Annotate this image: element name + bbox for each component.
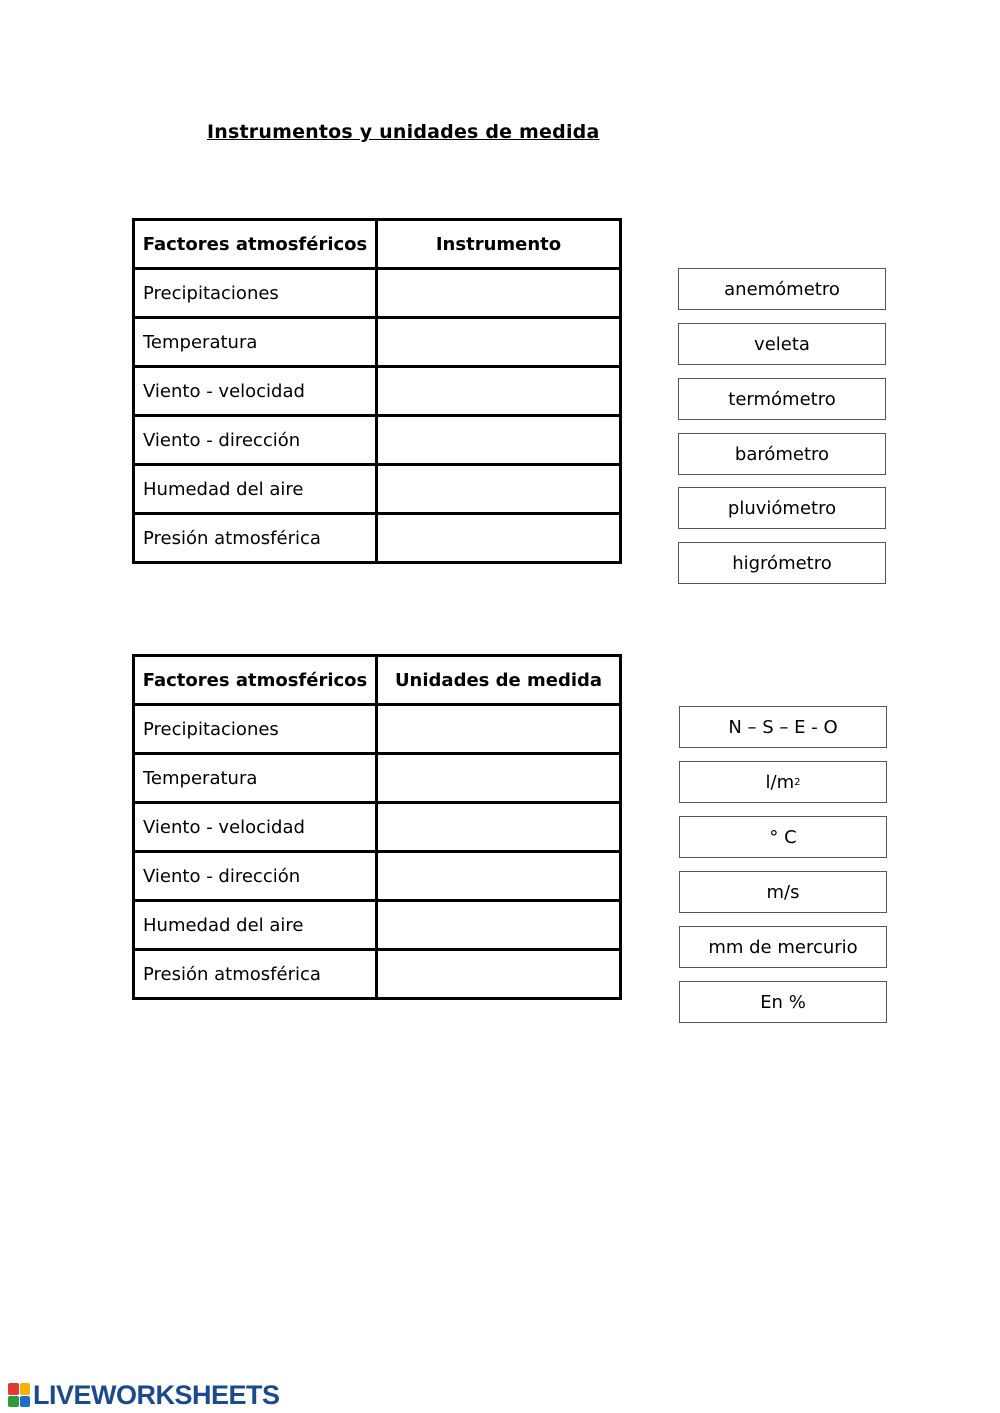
unit-chip-mm-mercurio[interactable]: mm de mercurio xyxy=(679,926,887,968)
table-row xyxy=(134,705,621,754)
factor-label: Viento - velocidad xyxy=(134,803,377,852)
factor-label: Viento - dirección xyxy=(134,416,377,465)
instrument-chip-barometro[interactable]: barómetro xyxy=(678,433,886,475)
factor-label: Presión atmosférica xyxy=(134,514,377,563)
instrument-drop-zone[interactable] xyxy=(377,269,621,318)
instrument-drop-zone[interactable] xyxy=(377,514,621,563)
factor-label: Temperatura xyxy=(134,754,377,803)
instrument-drop-zone[interactable] xyxy=(377,465,621,514)
table-header-row xyxy=(134,220,621,269)
instrument-chip-pluviometro[interactable]: pluviómetro xyxy=(678,487,886,529)
liveworksheets-logo xyxy=(8,1381,280,1409)
worksheet-title: Instrumentos y unidades de medida xyxy=(207,121,600,143)
unit-chip-cardinal[interactable]: N – S – E - O xyxy=(679,706,887,748)
logo-mark-square xyxy=(20,1396,31,1408)
unit-chip-celsius[interactable]: ° C xyxy=(679,816,887,858)
factor-label: Humedad del aire xyxy=(134,901,377,950)
column-header-factors: Factores atmosféricos xyxy=(134,220,377,269)
unit-drop-zone[interactable] xyxy=(377,950,621,999)
table-row xyxy=(134,950,621,999)
instrument-chip-termometro[interactable]: termómetro xyxy=(678,378,886,420)
unit-chip-m-per-s[interactable]: m/s xyxy=(679,871,887,913)
logo-text: LIVEWORKSHEETS xyxy=(33,1379,280,1410)
factor-label: Humedad del aire xyxy=(134,465,377,514)
units-table xyxy=(132,654,622,1000)
table-row xyxy=(134,367,621,416)
instrument-chip-anemometro[interactable]: anemómetro xyxy=(678,268,886,310)
table-row xyxy=(134,269,621,318)
column-header-instrument: Instrumento xyxy=(377,220,621,269)
column-header-factors: Factores atmosféricos xyxy=(134,656,377,705)
logo-mark-square xyxy=(20,1383,31,1395)
unit-chip-percent[interactable]: En % xyxy=(679,981,887,1023)
table-row xyxy=(134,318,621,367)
instrument-drop-zone[interactable] xyxy=(377,416,621,465)
table-row xyxy=(134,803,621,852)
column-header-units: Unidades de medida xyxy=(377,656,621,705)
factor-label: Presión atmosférica xyxy=(134,950,377,999)
factor-label: Viento - velocidad xyxy=(134,367,377,416)
table-header-row xyxy=(134,656,621,705)
table-row xyxy=(134,514,621,563)
unit-drop-zone[interactable] xyxy=(377,754,621,803)
unit-drop-zone[interactable] xyxy=(377,901,621,950)
unit-chip-exponent: 2 xyxy=(794,776,801,788)
table-row xyxy=(134,901,621,950)
factor-label: Precipitaciones xyxy=(134,269,377,318)
unit-drop-zone[interactable] xyxy=(377,803,621,852)
instrument-drop-zone[interactable] xyxy=(377,318,621,367)
instrument-chip-higrometro[interactable]: higrómetro xyxy=(678,542,886,584)
logo-mark-square xyxy=(8,1396,19,1408)
unit-drop-zone[interactable] xyxy=(377,852,621,901)
table-row xyxy=(134,465,621,514)
table-row xyxy=(134,416,621,465)
factor-label: Precipitaciones xyxy=(134,705,377,754)
unit-chip-liters-per-m2[interactable] xyxy=(679,761,887,803)
instrument-chip-veleta[interactable]: veleta xyxy=(678,323,886,365)
instrument-drop-zone[interactable] xyxy=(377,367,621,416)
logo-mark-square xyxy=(8,1383,19,1395)
unit-drop-zone[interactable] xyxy=(377,705,621,754)
table-row xyxy=(134,852,621,901)
table-row xyxy=(134,754,621,803)
factor-label: Viento - dirección xyxy=(134,852,377,901)
factor-label: Temperatura xyxy=(134,318,377,367)
liveworksheets-mark-icon xyxy=(8,1383,30,1407)
instruments-table xyxy=(132,218,622,564)
unit-chip-base: l/m xyxy=(765,771,795,793)
